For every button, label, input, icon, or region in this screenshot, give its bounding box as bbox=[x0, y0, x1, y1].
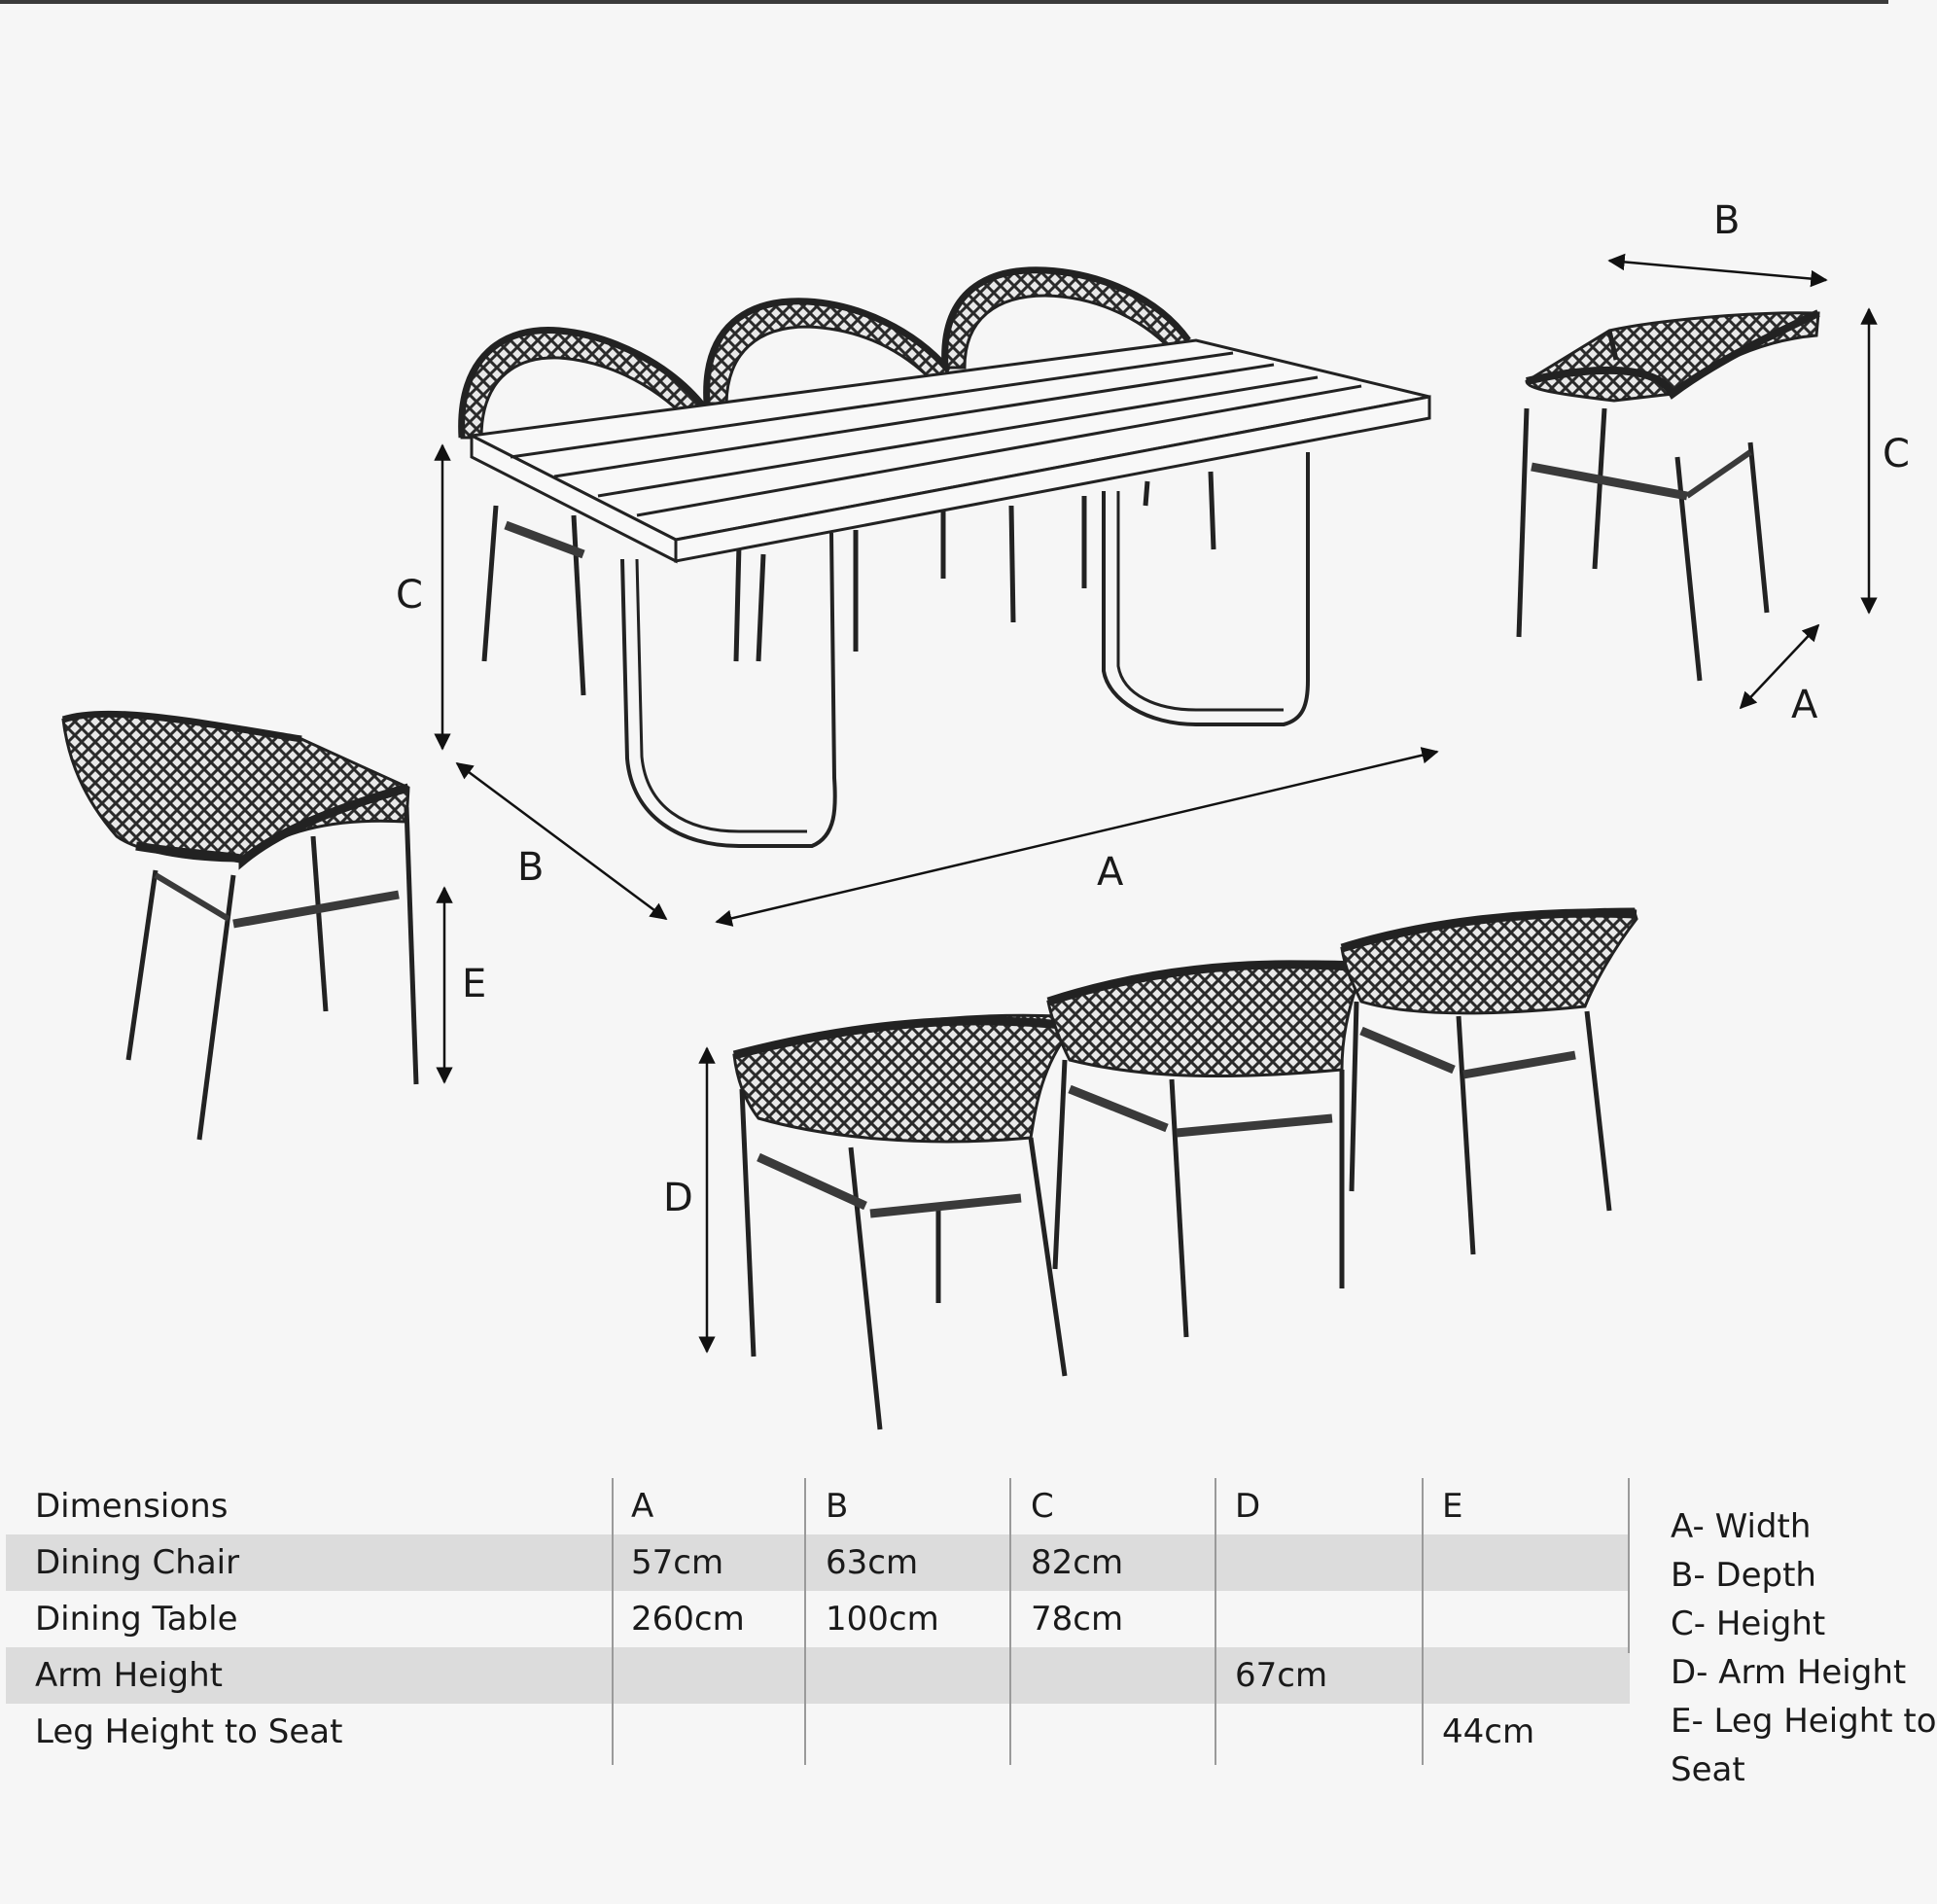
header-a: A bbox=[631, 1487, 654, 1526]
label-table-height: C bbox=[396, 573, 423, 617]
label-chair-height: C bbox=[1883, 432, 1910, 476]
cell-b: 100cm bbox=[826, 1600, 939, 1639]
column-divider bbox=[1009, 1478, 1011, 1765]
table-row bbox=[6, 1534, 1630, 1591]
legend-item: D- Arm Height bbox=[1671, 1653, 1907, 1692]
cell-a: 260cm bbox=[631, 1600, 745, 1639]
row-label: Arm Height bbox=[35, 1656, 223, 1695]
table-header-row bbox=[6, 1478, 1630, 1534]
cell-b: 63cm bbox=[826, 1543, 919, 1582]
label-arm-height: D bbox=[663, 1176, 693, 1220]
cell-c: 82cm bbox=[1031, 1543, 1124, 1582]
column-divider bbox=[1215, 1478, 1216, 1765]
column-divider bbox=[804, 1478, 806, 1765]
header-b: B bbox=[826, 1487, 849, 1526]
dining-table bbox=[472, 340, 1429, 846]
dimension-legend bbox=[1671, 1502, 1937, 1794]
header-d: D bbox=[1235, 1487, 1261, 1526]
label-table-width: A bbox=[1097, 850, 1124, 895]
front-chair-3 bbox=[1342, 909, 1637, 1254]
header-dimensions: Dimensions bbox=[35, 1487, 229, 1526]
legend-item: C- Height bbox=[1671, 1604, 1826, 1643]
cell-e: 44cm bbox=[1442, 1712, 1535, 1751]
label-table-depth: B bbox=[517, 845, 545, 890]
arrow-chair-depth bbox=[1609, 261, 1826, 280]
cell-c: 78cm bbox=[1031, 1600, 1124, 1639]
header-c: C bbox=[1031, 1487, 1054, 1526]
table-row bbox=[6, 1591, 1630, 1647]
row-label: Dining Table bbox=[35, 1600, 238, 1639]
cell-d: 67cm bbox=[1235, 1656, 1328, 1695]
cell-a: 57cm bbox=[631, 1543, 724, 1582]
legend-item: Seat bbox=[1671, 1750, 1745, 1789]
legend-item: B- Depth bbox=[1671, 1556, 1816, 1595]
header-e: E bbox=[1442, 1487, 1463, 1526]
table-row bbox=[6, 1647, 1630, 1704]
dimensions-table bbox=[6, 1478, 1630, 1760]
front-chair-2 bbox=[1048, 962, 1361, 1337]
column-divider bbox=[1628, 1478, 1630, 1653]
row-label: Leg Height to Seat bbox=[35, 1712, 343, 1751]
legend-item: E- Leg Height to bbox=[1671, 1702, 1937, 1741]
column-divider bbox=[612, 1478, 614, 1765]
left-chair bbox=[63, 714, 416, 1140]
column-divider bbox=[1422, 1478, 1424, 1765]
label-leg-height: E bbox=[462, 962, 487, 1006]
label-chair-width: A bbox=[1791, 683, 1818, 727]
row-label: Dining Chair bbox=[35, 1543, 240, 1582]
table-row bbox=[6, 1704, 1630, 1760]
label-chair-depth: B bbox=[1713, 198, 1741, 243]
front-chair-1 bbox=[734, 1015, 1070, 1429]
right-chair bbox=[1519, 313, 1818, 681]
legend-item: A- Width bbox=[1671, 1507, 1812, 1546]
